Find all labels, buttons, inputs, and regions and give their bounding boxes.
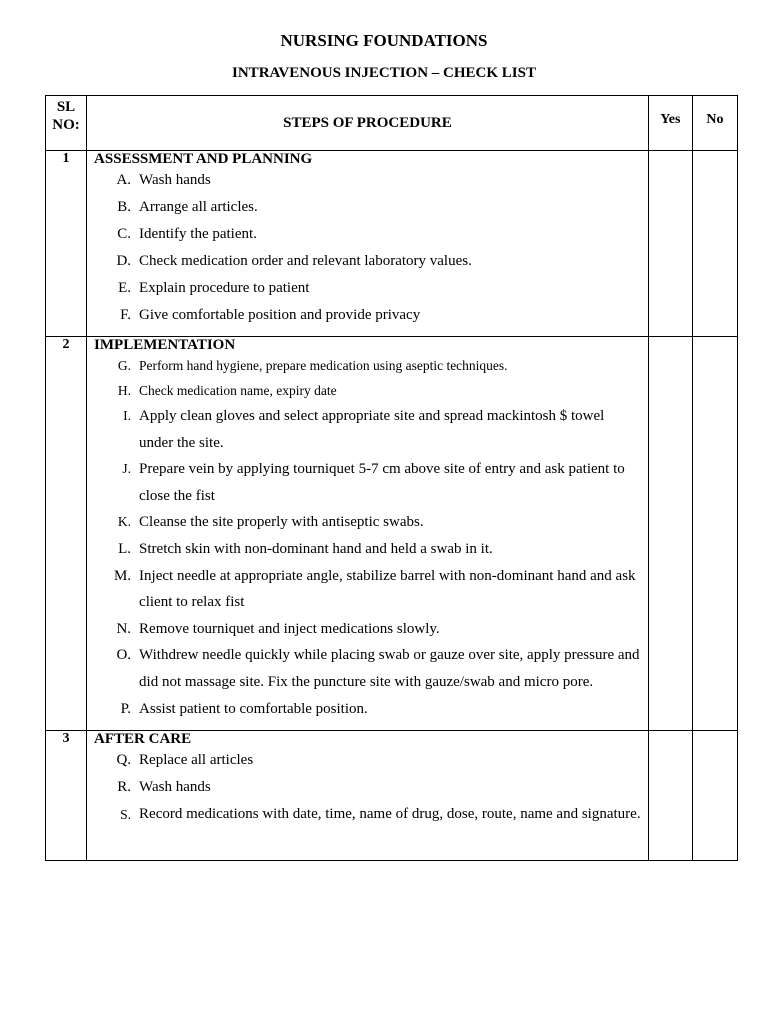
step-item: B. Arrange all articles. xyxy=(117,199,258,215)
section-number: 2 xyxy=(46,337,87,731)
header-sl-no: SL NO: xyxy=(46,96,87,151)
step-item: E. Explain procedure to patient xyxy=(118,280,310,296)
step-list xyxy=(94,167,642,329)
step-item: O. Withdrew needle quickly while placing swab or gauze over site, apply pressure and did not massage site. Fix the puncture site with gauze/swab and micro pore. xyxy=(116,647,640,690)
step-item: H. Check medication name, expiry date xyxy=(117,383,337,398)
no-checkbox-cell[interactable] xyxy=(692,731,737,861)
step-item: J. Prepare vein by applying tourniquet 5-7 cm above site of entry and ask patient to close the fist xyxy=(122,461,625,504)
section-row-after-care xyxy=(46,731,738,861)
header-steps: STEPS OF PROCEDURE xyxy=(87,96,649,151)
step-item: F. Give comfortable position and provide privacy xyxy=(120,307,421,323)
step-item: A. Wash hands xyxy=(116,172,211,188)
step-item: N. Remove tourniquet and inject medications slowly. xyxy=(116,620,440,637)
section-row-implementation xyxy=(46,337,738,731)
step-item: S. Record medications with date, time, name of drug, dose, route, name and signature. xyxy=(120,806,641,822)
section-title: ASSESSMENT AND PLANNING xyxy=(94,151,313,167)
checklist-table xyxy=(45,95,738,861)
step-item: Q. Replace all articles xyxy=(116,752,254,768)
no-checkbox-cell[interactable] xyxy=(692,337,737,731)
section-steps xyxy=(87,337,649,731)
yes-checkbox-cell[interactable] xyxy=(648,151,692,337)
step-item: I. Apply clean gloves and select appropriate site and spread mackintosh $ towel under the site. xyxy=(123,408,605,451)
header-no: No xyxy=(692,96,737,151)
yes-checkbox-cell[interactable] xyxy=(648,337,692,731)
section-steps xyxy=(87,731,649,861)
step-item: D. Check medication order and relevant laboratory values. xyxy=(116,253,472,269)
step-item: L. Stretch skin with non-dominant hand and held a swab in it. xyxy=(118,540,493,557)
step-item: M. Inject needle at appropriate angle, stabilize barrel with non-dominant hand and ask client to relax fist xyxy=(113,567,636,611)
section-row-assessment xyxy=(46,151,738,337)
section-title: AFTER CARE xyxy=(94,731,192,747)
step-list xyxy=(94,747,642,828)
step-item: C. Identify the patient. xyxy=(117,226,257,242)
section-title: IMPLEMENTATION xyxy=(94,337,236,353)
document-subtitle: INTRAVENOUS INJECTION – CHECK LIST xyxy=(232,65,536,81)
section-steps xyxy=(87,151,649,337)
section-number: 3 xyxy=(46,731,87,861)
step-list xyxy=(94,353,642,722)
step-item: G. Perform hand hygiene, prepare medication using aseptic techniques. xyxy=(117,358,508,373)
no-checkbox-cell[interactable] xyxy=(692,151,737,337)
document-title: NURSING FOUNDATIONS xyxy=(280,31,488,50)
header-yes: Yes xyxy=(648,96,692,151)
table-header-row xyxy=(46,96,738,151)
yes-checkbox-cell[interactable] xyxy=(648,731,692,861)
step-item: K. Cleanse the site properly with antiseptic swabs. xyxy=(117,514,424,531)
section-number: 1 xyxy=(46,151,87,337)
step-item: R. Wash hands xyxy=(117,779,211,795)
step-item: P. Assist patient to comfortable position. xyxy=(120,700,368,717)
